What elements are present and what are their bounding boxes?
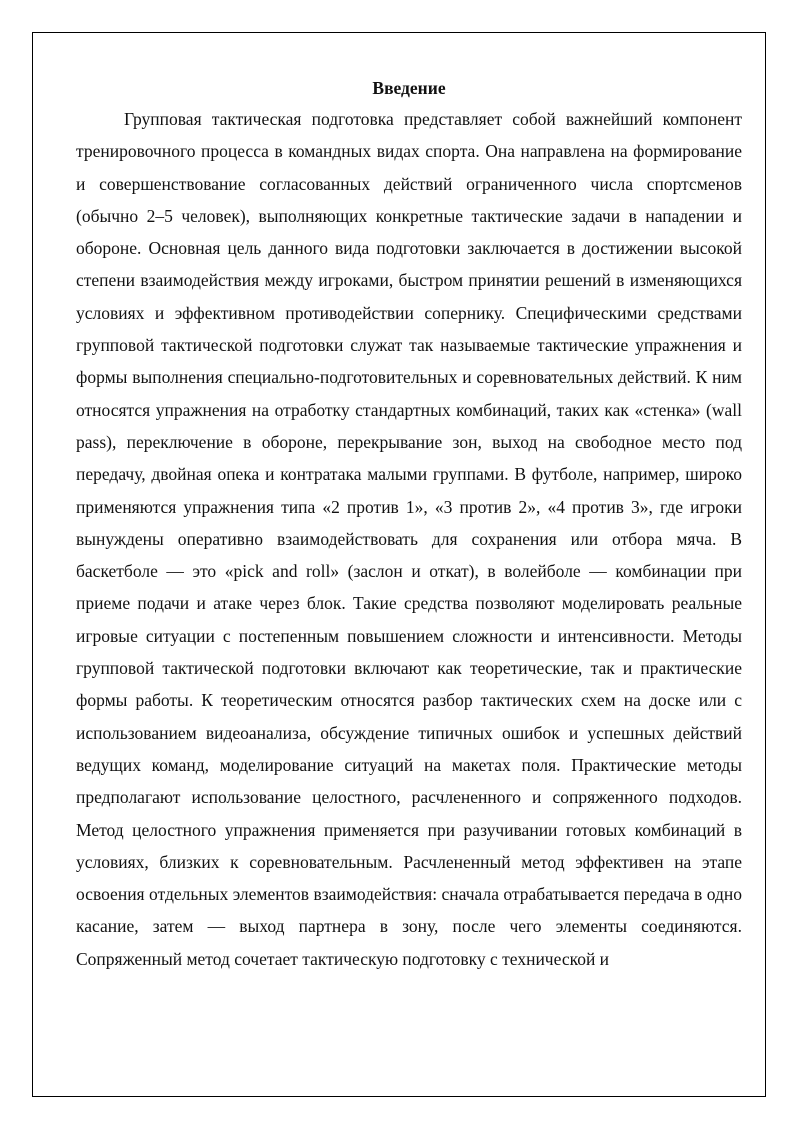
paragraph: Групповая тактическая подготовка представляет собой важнейший компонент тренировочного процесса в командных видах спорта. Она направлена на формирование и совершенствование согласованных действий ограниченного числа спортсменов (обычно 2–5 человек), выполняющих конкретные тактические задачи в нападении и обороне. Основная цель данного вида подготовки заключается в достижении высокой степени взаимодействия между игроками, быстром принятии решений в изменяющихся условиях и эффективном противодействии сопернику. Специфическими средствами групповой тактической подготовки служат так называемые тактические упражнения и формы выполнения специально-подготовительных и соревновательных действий. К ним относятся упражнения на отработку стандартных комбинаций, таких как «стенка» (wall pass), переключение в обороне, перекрывание зон, выход на свободное место под передачу, двойная опека и контратака малыми группами. В футболе, например, широко применяются упражнения типа «2 против 1», «3 против 2», «4 против 3», где игроки вынуждены оперативно взаимодействовать для сохранения или отбора мяча. В баскетболе — это «pick and roll» (заслон и откат), в волейболе — комбинации при приеме подачи и атаке через блок. Такие средства позволяют моделировать реальные игровые ситуации с постепенным повышением сложности и интенсивности. Методы групповой тактической подготовки включают как теоретические, так и практические формы работы. К теоретическим относятся разбор тактических схем на доске или с использованием видеоанализа, обсуждение типичных ошибок и успешных действий ведущих команд, моделирование ситуаций на макетах поля. Практические методы предполагают использование целостного, расчлененного и сопряженного подходов. Метод целостного упражнения применяется при разучивании готовых комбинаций в условиях, близких к соревновательным. Расчлененный метод эффективен на этапе освоения отдельных элементов взаимодействия: сначала отрабатывается передача в одно касание, затем — выход партнера в зону, после чего элементы соединяются. Сопряженный метод сочетает тактическую подготовку с технической и (76, 109, 742, 969)
document-body (76, 74, 742, 975)
document-title: Введение (372, 78, 446, 98)
